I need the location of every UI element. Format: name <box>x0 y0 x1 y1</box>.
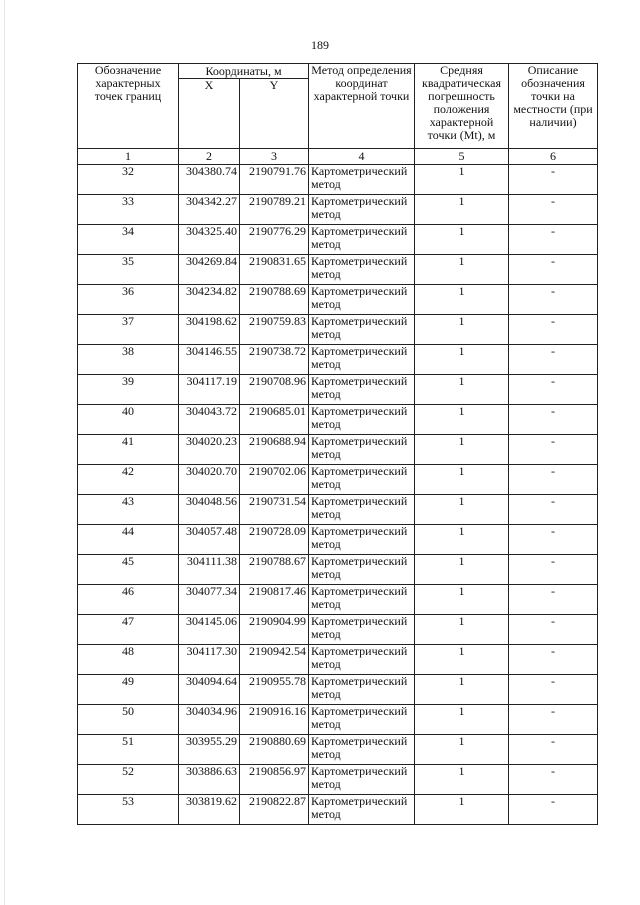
error-cell: 1 <box>415 675 509 705</box>
error-cell: 1 <box>415 165 509 195</box>
point-number-cell: 53 <box>78 795 179 825</box>
error-cell: 1 <box>415 765 509 795</box>
error-cell: 1 <box>415 795 509 825</box>
column-number: 2 <box>179 149 240 165</box>
method-cell: Картометрический метод <box>309 495 415 525</box>
point-number-cell: 52 <box>78 765 179 795</box>
y-coordinate-cell: 2190822.87 <box>240 795 309 825</box>
method-cell: Картометрический метод <box>309 255 415 285</box>
table-row <box>78 435 598 465</box>
error-cell: 1 <box>415 735 509 765</box>
method-cell: Картометрический метод <box>309 285 415 315</box>
header-coordinates: Координаты, м <box>179 64 309 79</box>
method-cell: Картометрический метод <box>309 765 415 795</box>
description-cell: - <box>509 255 598 285</box>
point-number-cell: 49 <box>78 675 179 705</box>
description-cell: - <box>509 225 598 255</box>
x-coordinate-cell: 304034.96 <box>179 705 240 735</box>
header-method: Метод определения координат характерной точки <box>309 64 415 149</box>
description-cell: - <box>509 315 598 345</box>
header-error: Средняя квадратическая погрешность положения характерной точки (Mt), м <box>415 64 509 149</box>
column-number: 6 <box>509 149 598 165</box>
x-coordinate-cell: 303886.63 <box>179 765 240 795</box>
method-cell: Картометрический метод <box>309 795 415 825</box>
table-row <box>78 255 598 285</box>
description-cell: - <box>509 765 598 795</box>
x-coordinate-cell: 304380.74 <box>179 165 240 195</box>
column-number: 4 <box>309 149 415 165</box>
description-cell: - <box>509 435 598 465</box>
x-coordinate-cell: 304057.48 <box>179 525 240 555</box>
table-row <box>78 645 598 675</box>
error-cell: 1 <box>415 525 509 555</box>
y-coordinate-cell: 2190738.72 <box>240 345 309 375</box>
error-cell: 1 <box>415 465 509 495</box>
description-cell: - <box>509 795 598 825</box>
point-number-cell: 46 <box>78 585 179 615</box>
description-cell: - <box>509 675 598 705</box>
table-row <box>78 225 598 255</box>
description-cell: - <box>509 465 598 495</box>
header-point: Обозначение характерных точек границ <box>78 64 179 149</box>
table-row <box>78 195 598 225</box>
x-coordinate-cell: 304117.30 <box>179 645 240 675</box>
point-number-cell: 36 <box>78 285 179 315</box>
description-cell: - <box>509 555 598 585</box>
error-cell: 1 <box>415 195 509 225</box>
table-row <box>78 555 598 585</box>
x-coordinate-cell: 304094.64 <box>179 675 240 705</box>
method-cell: Картометрический метод <box>309 555 415 585</box>
error-cell: 1 <box>415 585 509 615</box>
y-coordinate-cell: 2190708.96 <box>240 375 309 405</box>
x-coordinate-cell: 304325.40 <box>179 225 240 255</box>
method-cell: Картометрический метод <box>309 705 415 735</box>
y-coordinate-cell: 2190728.09 <box>240 525 309 555</box>
description-cell: - <box>509 195 598 225</box>
description-cell: - <box>509 585 598 615</box>
table-row <box>78 675 598 705</box>
table-body <box>78 165 598 825</box>
header-description: Описание обозначения точки на местности (при наличии) <box>509 64 598 149</box>
table-row <box>78 585 598 615</box>
method-cell: Картометрический метод <box>309 375 415 405</box>
point-number-cell: 44 <box>78 525 179 555</box>
y-coordinate-cell: 2190791.76 <box>240 165 309 195</box>
method-cell: Картометрический метод <box>309 225 415 255</box>
table-row <box>78 165 598 195</box>
description-cell: - <box>509 495 598 525</box>
method-cell: Картометрический метод <box>309 525 415 555</box>
description-cell: - <box>509 525 598 555</box>
y-coordinate-cell: 2190955.78 <box>240 675 309 705</box>
y-coordinate-cell: 2190702.06 <box>240 465 309 495</box>
y-coordinate-cell: 2190916.16 <box>240 705 309 735</box>
description-cell: - <box>509 615 598 645</box>
y-coordinate-cell: 2190831.65 <box>240 255 309 285</box>
table-row <box>78 375 598 405</box>
error-cell: 1 <box>415 615 509 645</box>
description-cell: - <box>509 705 598 735</box>
error-cell: 1 <box>415 495 509 525</box>
x-coordinate-cell: 304234.82 <box>179 285 240 315</box>
table-row <box>78 705 598 735</box>
error-cell: 1 <box>415 405 509 435</box>
error-cell: 1 <box>415 315 509 345</box>
error-cell: 1 <box>415 645 509 675</box>
method-cell: Картометрический метод <box>309 675 415 705</box>
method-cell: Картометрический метод <box>309 165 415 195</box>
point-number-cell: 37 <box>78 315 179 345</box>
point-number-cell: 34 <box>78 225 179 255</box>
x-coordinate-cell: 304198.62 <box>179 315 240 345</box>
point-number-cell: 40 <box>78 405 179 435</box>
header-x: X <box>179 79 240 149</box>
error-cell: 1 <box>415 705 509 735</box>
point-number-cell: 39 <box>78 375 179 405</box>
method-cell: Картометрический метод <box>309 585 415 615</box>
column-number: 5 <box>415 149 509 165</box>
description-cell: - <box>509 285 598 315</box>
description-cell: - <box>509 165 598 195</box>
description-cell: - <box>509 375 598 405</box>
table-row <box>78 795 598 825</box>
error-cell: 1 <box>415 255 509 285</box>
point-number-cell: 50 <box>78 705 179 735</box>
x-coordinate-cell: 304048.56 <box>179 495 240 525</box>
point-number-cell: 43 <box>78 495 179 525</box>
column-number-row <box>78 149 598 165</box>
table-row <box>78 285 598 315</box>
table-row <box>78 735 598 765</box>
point-number-cell: 33 <box>78 195 179 225</box>
y-coordinate-cell: 2190759.83 <box>240 315 309 345</box>
y-coordinate-cell: 2190856.97 <box>240 765 309 795</box>
x-coordinate-cell: 303819.62 <box>179 795 240 825</box>
x-coordinate-cell: 304020.23 <box>179 435 240 465</box>
y-coordinate-cell: 2190904.99 <box>240 615 309 645</box>
table-row <box>78 495 598 525</box>
table-row <box>78 765 598 795</box>
x-coordinate-cell: 304043.72 <box>179 405 240 435</box>
x-coordinate-cell: 304111.38 <box>179 555 240 585</box>
error-cell: 1 <box>415 555 509 585</box>
page-number: 189 <box>311 38 329 52</box>
table-row <box>78 465 598 495</box>
point-number-cell: 41 <box>78 435 179 465</box>
description-cell: - <box>509 345 598 375</box>
x-coordinate-cell: 304117.19 <box>179 375 240 405</box>
method-cell: Картометрический метод <box>309 735 415 765</box>
point-number-cell: 47 <box>78 615 179 645</box>
header-y: Y <box>240 79 309 149</box>
table-row <box>78 525 598 555</box>
error-cell: 1 <box>415 435 509 465</box>
x-coordinate-cell: 303955.29 <box>179 735 240 765</box>
error-cell: 1 <box>415 375 509 405</box>
point-number-cell: 45 <box>78 555 179 585</box>
y-coordinate-cell: 2190789.21 <box>240 195 309 225</box>
boundary-points-table <box>77 63 598 825</box>
y-coordinate-cell: 2190942.54 <box>240 645 309 675</box>
column-number: 1 <box>78 149 179 165</box>
method-cell: Картометрический метод <box>309 405 415 435</box>
y-coordinate-cell: 2190776.29 <box>240 225 309 255</box>
y-coordinate-cell: 2190731.54 <box>240 495 309 525</box>
point-number-cell: 32 <box>78 165 179 195</box>
y-coordinate-cell: 2190880.69 <box>240 735 309 765</box>
description-cell: - <box>509 645 598 675</box>
error-cell: 1 <box>415 225 509 255</box>
description-cell: - <box>509 405 598 435</box>
point-number-cell: 38 <box>78 345 179 375</box>
x-coordinate-cell: 304342.27 <box>179 195 240 225</box>
point-number-cell: 51 <box>78 735 179 765</box>
x-coordinate-cell: 304020.70 <box>179 465 240 495</box>
table-row <box>78 345 598 375</box>
point-number-cell: 35 <box>78 255 179 285</box>
method-cell: Картометрический метод <box>309 315 415 345</box>
description-cell: - <box>509 735 598 765</box>
y-coordinate-cell: 2190788.67 <box>240 555 309 585</box>
method-cell: Картометрический метод <box>309 465 415 495</box>
y-coordinate-cell: 2190817.46 <box>240 585 309 615</box>
point-number-cell: 48 <box>78 645 179 675</box>
error-cell: 1 <box>415 285 509 315</box>
x-coordinate-cell: 304269.84 <box>179 255 240 285</box>
table-row <box>78 315 598 345</box>
y-coordinate-cell: 2190685.01 <box>240 405 309 435</box>
method-cell: Картометрический метод <box>309 345 415 375</box>
scan-margin-line <box>4 0 5 905</box>
table-row <box>78 615 598 645</box>
error-cell: 1 <box>415 345 509 375</box>
y-coordinate-cell: 2190688.94 <box>240 435 309 465</box>
method-cell: Картометрический метод <box>309 435 415 465</box>
column-number: 3 <box>240 149 309 165</box>
x-coordinate-cell: 304077.34 <box>179 585 240 615</box>
table-row <box>78 405 598 435</box>
point-number-cell: 42 <box>78 465 179 495</box>
x-coordinate-cell: 304145.06 <box>179 615 240 645</box>
header-row-top <box>78 64 598 79</box>
x-coordinate-cell: 304146.55 <box>179 345 240 375</box>
y-coordinate-cell: 2190788.69 <box>240 285 309 315</box>
method-cell: Картометрический метод <box>309 645 415 675</box>
method-cell: Картометрический метод <box>309 195 415 225</box>
method-cell: Картометрический метод <box>309 615 415 645</box>
